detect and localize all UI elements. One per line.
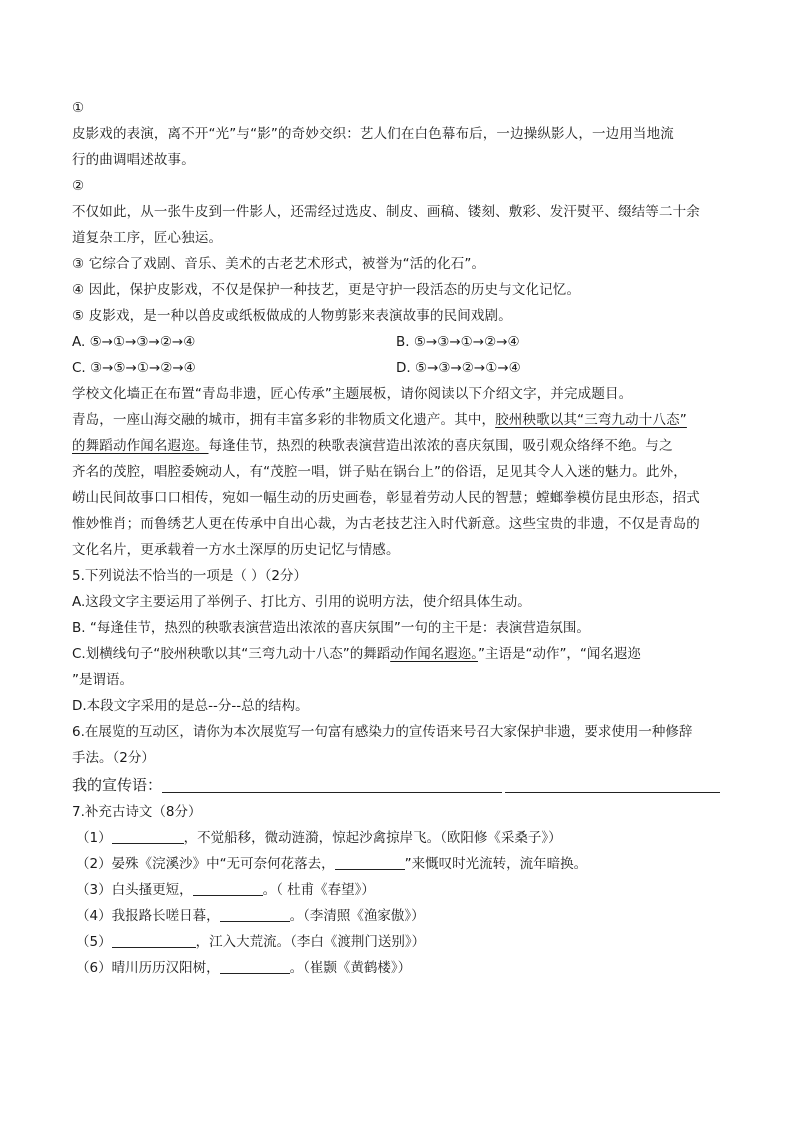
passage-line-2 — [72, 433, 722, 459]
sentence-1-line-2: 行的曲调唱述故事。 — [72, 152, 195, 168]
slogan-blank-2[interactable] — [505, 772, 720, 793]
q7-stem: 7.补充古诗文（8分） — [72, 804, 202, 820]
reading-passage — [72, 381, 722, 563]
poem-blank-6[interactable] — [220, 958, 290, 974]
option-a[interactable]: A. ⑤→①→③→②→④ — [72, 334, 196, 350]
exam-page — [72, 95, 722, 981]
poem-text: （3）白头搔更短， — [76, 882, 193, 898]
slogan-blank-1[interactable] — [162, 772, 502, 793]
sentence-1-line-1: 皮影戏的表演，离不开“光”与“影”的奇妙交织：艺人们在白色幕布后，一边操纵影人，一边用当地流 — [72, 126, 674, 142]
sentence-ordering-block — [72, 95, 722, 329]
q5-c-text: C.划横线句子“胶州秧歌以其“三弯九动十八态”的舞蹈 — [72, 646, 391, 662]
poem-text: ，不觉船移，微动涟漪，惊起沙禽掠岸飞。（欧阳修《采桑子》） — [183, 830, 562, 846]
poem-number: （5） — [76, 934, 112, 950]
q5-c-underlined: 动作闻名遐迩。 — [390, 646, 478, 662]
option-c[interactable]: C. ③→⑤→①→②→④ — [72, 360, 196, 376]
sentence-3: ③ 它综合了戏剧、音乐、美术的古老艺术形式，被誉为“活的化石”。 — [72, 256, 486, 272]
q5-c-text-end: ”主语是“动作”，“闻名遐迩 — [477, 646, 641, 662]
underlined-sentence-end: 的舞蹈动作闻名遐迩。 — [72, 438, 209, 454]
poem-blank-1[interactable] — [112, 828, 184, 844]
passage-line-5: 惟妙惟肖；而鲁绣艺人更在传承中自出心裁，为古老技艺注入时代新意。这些宝贵的非遗，不仅是青岛的 — [72, 516, 700, 532]
passage-line-4: 崂山民间故事口口相传，宛如一幅生动的历史画卷，彰显着劳动人民的智慧；螳螂拳模仿昆虫形态，招式 — [72, 490, 700, 506]
poem-blank-3[interactable] — [193, 880, 263, 896]
options-row-1 — [72, 329, 722, 355]
poem-text: 。（ 杜甫《春望》） — [262, 882, 375, 898]
poem-item-4 — [72, 903, 722, 929]
sentence-2-line-2: 道复杂工序，匠心独运。 — [72, 230, 223, 246]
poem-item-2 — [72, 851, 722, 877]
poem-blank-4[interactable] — [220, 906, 290, 922]
sentence-5: ⑤ 皮影戏，是一种以兽皮或纸板做成的人物剪影来表演故事的民间戏剧。 — [72, 308, 512, 324]
poem-item-1 — [72, 825, 722, 851]
poem-text: 。（崔颢《黄鹤楼》） — [289, 960, 412, 976]
slogan-label: 我的宣传语： — [72, 776, 163, 794]
question-6 — [72, 719, 722, 799]
q5-option-a[interactable]: A.这段文字主要运用了举例子、打比方、引用的说明方法，使介绍具体生动。 — [72, 594, 531, 610]
q5-stem: 5.下列说法不恰当的一项是（ ）（2分） — [72, 568, 308, 584]
passage-line-6: 文化名片，更承载着一方水土深厚的历史记忆与情感。 — [72, 542, 400, 558]
options-row-2 — [72, 355, 722, 381]
slogan-answer-row — [72, 771, 722, 799]
question-7 — [72, 799, 722, 981]
poem-item-3 — [72, 877, 722, 903]
passage-prompt: 学校文化墙正在布置“青岛非遗，匠心传承”主题展板，请你阅读以下介绍文字，并完成题目。 — [72, 386, 633, 402]
q5-option-c-line-2: ”是谓语。 — [72, 672, 133, 688]
poem-text: （2）晏殊《浣溪沙》中“无可奈何花落去， — [76, 856, 335, 872]
question-5 — [72, 563, 722, 719]
poem-item-6 — [72, 955, 722, 981]
q6-stem-line-2: 手法。（2分） — [72, 750, 155, 766]
passage-line-3: 齐名的茂腔，唱腔委婉动人，有“茂腔一唱，饼子贴在锅台上”的俗语，足见其令人入迷的魅力。此外， — [72, 464, 687, 480]
underlined-sentence: 胶州秧歌以其“三弯九动十八态” — [495, 412, 687, 428]
passage-line-1 — [72, 407, 722, 433]
poem-text: （6）晴川历历汉阳树， — [76, 960, 220, 976]
sentence-4: ④ 因此，保护皮影戏，不仅是保护一种技艺，更是守护一段活态的历史与文化记忆。 — [72, 282, 581, 298]
sentence-1-marker: ① — [72, 100, 85, 116]
poem-blank-5[interactable] — [112, 932, 196, 948]
option-b[interactable]: B. ⑤→③→①→②→④ — [396, 334, 520, 350]
poem-item-5 — [72, 929, 722, 955]
option-d[interactable]: D. ⑤→③→②→①→④ — [396, 360, 521, 376]
poem-text: 。（李清照《渔家傲》） — [289, 908, 425, 924]
sentence-2-marker: ② — [72, 178, 85, 194]
poem-text: （4）我报路长嗟日暮， — [76, 908, 220, 924]
q5-option-d[interactable]: D.本段文字采用的是总--分--总的结构。 — [72, 698, 309, 714]
poem-text: ”来慨叹时光流转，流年暗换。 — [404, 856, 588, 872]
poem-text: ，江入大荒流。（李白《渡荆门送别》） — [195, 934, 426, 950]
sentence-2-line-1: 不仅如此，从一张牛皮到一件影人，还需经过选皮、制皮、画稿、镂刻、敷彩、发汗熨平、缀结等二十余 — [72, 204, 700, 220]
passage-text: 青岛，一座山海交融的城市，拥有丰富多彩的非物质文化遗产。其中， — [72, 412, 496, 428]
q5-option-c[interactable] — [72, 641, 722, 667]
q5-option-b[interactable]: B. “每逢佳节，热烈的秧歌表演营造出浓浓的喜庆氛围”一句的主干是：表演营造氛围。 — [72, 620, 590, 636]
q6-stem-line-1: 6.在展览的互动区，请你为本次展览写一句富有感染力的宣传语来号召大家保护非遗，要求使用一种修辞 — [72, 724, 693, 740]
poem-blank-2[interactable] — [335, 854, 405, 870]
poem-number: （1） — [76, 830, 112, 846]
passage-text: 每逢佳节，热烈的秧歌表演营造出浓浓的喜庆氛围，吸引观众络绎不绝。与之 — [208, 438, 673, 454]
